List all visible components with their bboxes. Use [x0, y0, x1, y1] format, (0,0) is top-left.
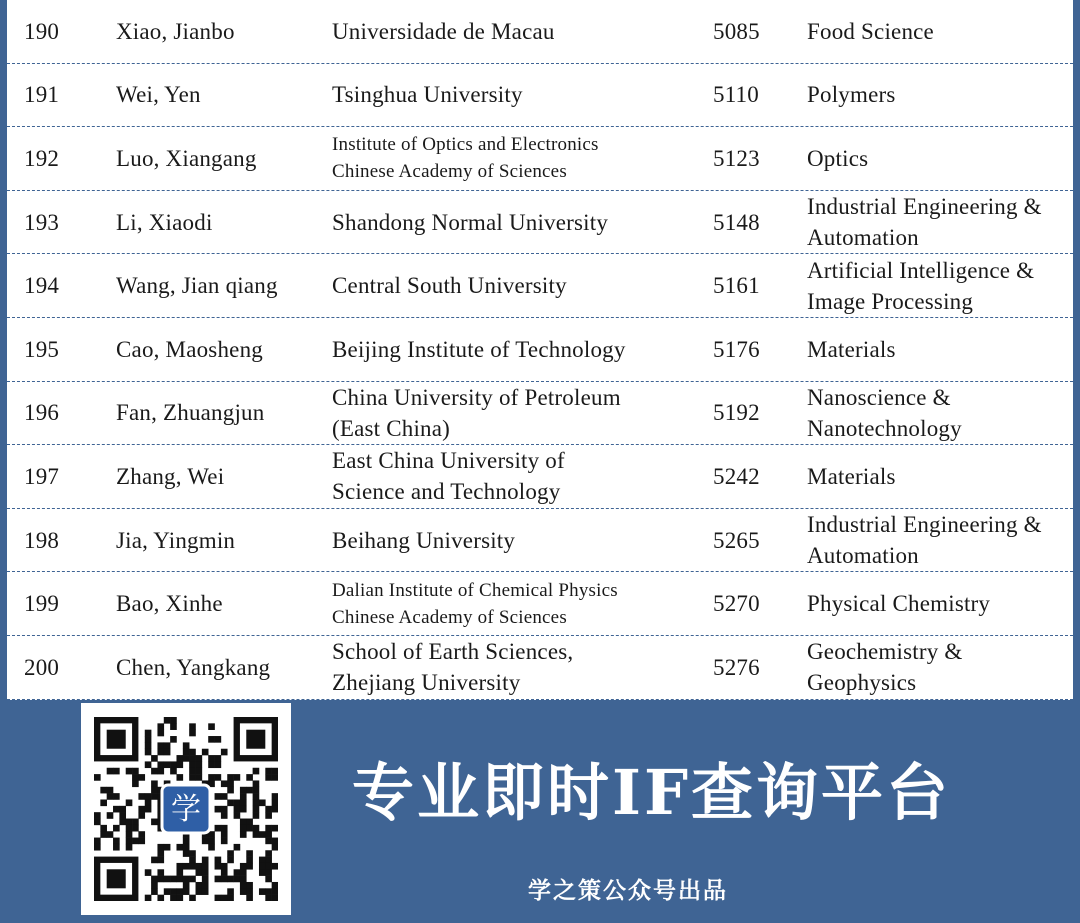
field-cell [807, 572, 1072, 635]
institution-cell [332, 0, 702, 63]
qr-logo-char: 学 [171, 792, 201, 827]
citations-cell: 5276 [713, 654, 760, 680]
institution-cell [332, 127, 702, 190]
name-cell: Wang, Jian qiang [116, 273, 278, 299]
field-cell [807, 636, 1072, 699]
qr-code[interactable] [81, 703, 291, 915]
table-row [7, 0, 1073, 64]
name-cell: Chen, Yangkang [116, 654, 271, 680]
citations-cell: 5085 [713, 18, 760, 44]
field-cell [807, 191, 1072, 254]
table-row [7, 191, 1073, 255]
rank-cell: 195 [24, 336, 60, 362]
name-cell: Zhang, Wei [116, 463, 225, 489]
institution-cell [332, 191, 702, 254]
rank-cell: 197 [24, 463, 60, 489]
table-row [7, 254, 1073, 318]
rank-cell: 200 [24, 654, 60, 680]
field-cell [807, 509, 1072, 572]
field-cell [807, 127, 1072, 190]
institution-cell-line: Zhejiang University [332, 670, 521, 696]
table-row [7, 445, 1073, 509]
table-row [7, 64, 1073, 128]
institution-cell [332, 572, 702, 635]
rank-cell: 190 [24, 18, 60, 44]
qr-code-icon [94, 717, 278, 901]
institution-cell-line: (East China) [332, 415, 451, 441]
citations-cell: 5270 [713, 591, 760, 617]
institution-cell [332, 254, 702, 317]
name-cell: Wei, Yen [116, 82, 201, 108]
field-cell-line: Nanoscience & [807, 384, 951, 410]
field-cell-line: Geochemistry & [807, 639, 963, 665]
field-cell-line: Image Processing [807, 288, 974, 314]
name-cell: Fan, Zhuangjun [116, 400, 265, 426]
name-cell: Luo, Xiangang [116, 145, 257, 171]
institution-cell-line: East China University of [332, 448, 565, 474]
institution-cell-line: Beijing Institute of Technology [332, 336, 626, 362]
name-cell: Cao, Maosheng [116, 336, 263, 362]
table-row [7, 127, 1073, 191]
rank-cell: 194 [24, 273, 60, 299]
field-cell-line: Industrial Engineering & [807, 512, 1042, 538]
field-cell-line: Food Science [807, 18, 934, 44]
field-cell-line: Materials [807, 336, 896, 362]
field-cell-line: Automation [807, 543, 919, 569]
citations-cell: 5265 [713, 527, 760, 553]
name-cell: Li, Xiaodi [116, 209, 213, 235]
field-cell [807, 254, 1072, 317]
field-cell [807, 318, 1072, 381]
table-row [7, 382, 1073, 446]
institution-cell-line: Chinese Academy of Sciences [332, 161, 567, 183]
citations-cell: 5110 [713, 82, 759, 108]
citations-cell: 5161 [713, 273, 760, 299]
field-cell [807, 445, 1072, 508]
institution-cell-line: Science and Technology [332, 479, 561, 505]
institution-cell-line: School of Earth Sciences, [332, 639, 574, 665]
table-row [7, 572, 1073, 636]
name-cell: Bao, Xinhe [116, 591, 223, 617]
field-cell-line: Automation [807, 225, 919, 251]
field-cell-line: Industrial Engineering & [807, 194, 1042, 220]
slogan: 专业即时IF查询平台 [352, 756, 952, 829]
table-row [7, 509, 1073, 573]
field-cell-line: Physical Chemistry [807, 591, 991, 617]
field-cell-line: Materials [807, 463, 896, 489]
institution-cell-line: Beihang University [332, 527, 516, 553]
citations-cell: 5242 [713, 463, 760, 489]
table-row [7, 636, 1073, 700]
institution-cell-line: Dalian Institute of Chemical Physics [332, 579, 618, 601]
institution-cell-line: Chinese Academy of Sciences [332, 606, 567, 628]
institution-cell [332, 636, 702, 699]
institution-cell-line: Shandong Normal University [332, 209, 609, 235]
institution-cell-line: Tsinghua University [332, 82, 523, 108]
rank-cell: 198 [24, 527, 60, 553]
institution-cell [332, 382, 702, 445]
rank-cell: 196 [24, 400, 60, 426]
rank-cell: 192 [24, 145, 60, 171]
name-cell: Jia, Yingmin [116, 527, 236, 553]
field-cell [807, 382, 1072, 445]
credit-line: 学之策公众号出品 [528, 878, 728, 904]
name-cell: Xiao, Jianbo [116, 18, 235, 44]
field-cell-line: Geophysics [807, 670, 917, 696]
institution-cell [332, 445, 702, 508]
rank-cell: 193 [24, 209, 60, 235]
citations-cell: 5176 [713, 336, 760, 362]
rank-cell: 199 [24, 591, 60, 617]
field-cell [807, 0, 1072, 63]
field-cell-line: Nanotechnology [807, 415, 962, 441]
citations-cell: 5123 [713, 145, 760, 171]
institution-cell-line: Central South University [332, 273, 567, 299]
field-cell-line: Polymers [807, 82, 896, 108]
rank-cell: 191 [24, 82, 60, 108]
field-cell-line: Artificial Intelligence & [807, 257, 1035, 283]
institution-cell [332, 509, 702, 572]
field-cell [807, 64, 1072, 127]
field-cell-line: Optics [807, 145, 869, 171]
citations-cell: 5192 [713, 400, 760, 426]
table-row [7, 318, 1073, 382]
institution-cell [332, 64, 702, 127]
institution-cell-line: Universidade de Macau [332, 18, 555, 44]
institution-cell-line: China University of Petroleum [332, 384, 621, 410]
institution-cell-line: Institute of Optics and Electronics [332, 134, 599, 156]
ranking-table [7, 0, 1073, 700]
citations-cell: 5148 [713, 209, 760, 235]
institution-cell [332, 318, 702, 381]
